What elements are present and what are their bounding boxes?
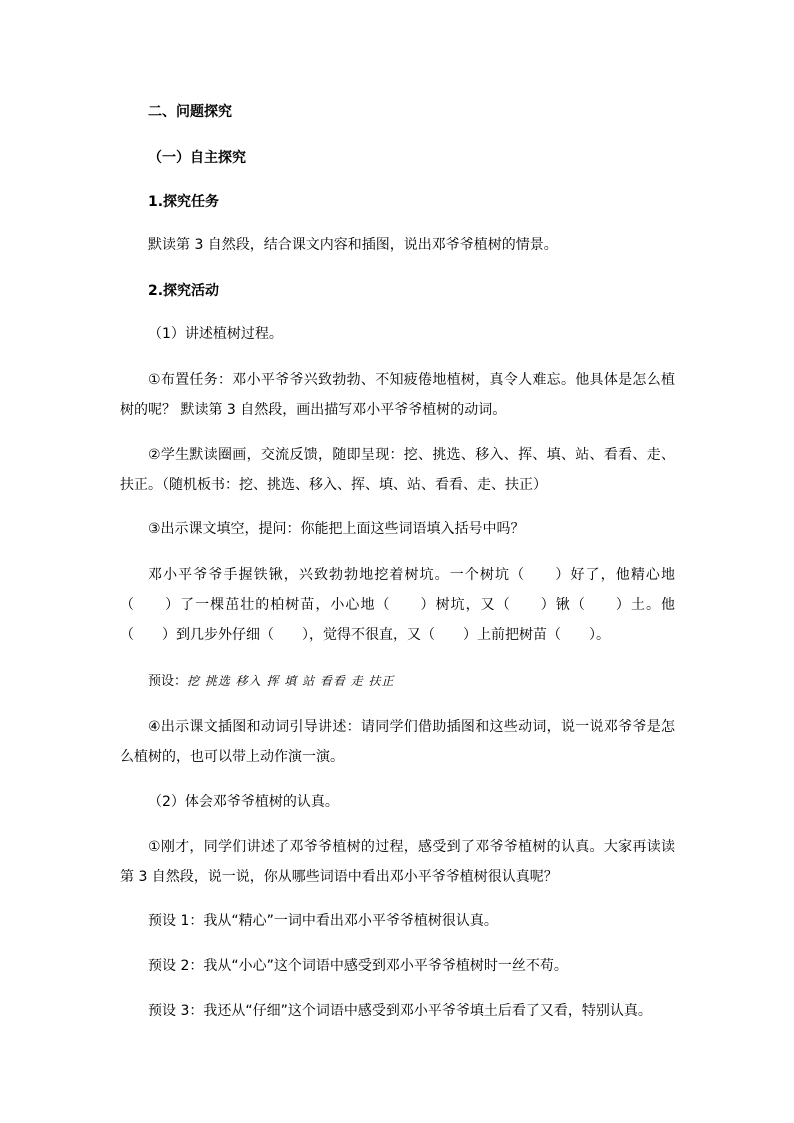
preset-2: 预设 2：我从“小心”这个词语中感受到邓小平爷爷植树时一丝不苟。 — [148, 958, 568, 974]
step2-paragraph: ②学生默读圈画，交流反馈，随即呈现：挖、挑选、移入、挥、填、站、看看、走、扶正。（随机板书：挖、挑选、移入、挥、填、站、看看、走、扶正） — [120, 447, 675, 493]
preset-label: 预设： — [148, 674, 188, 689]
fill-in-text: 邓小平爷爷手握铁锹，兴致勃勃地挖着树坑。一个树坑（ ）好了，他精心地（ ）了一棵茁壮的柏树苗，小心地（ ）树坑，又（ ）锹（ ）土。他（ ）到几步外仔细（ ），觉得不很直，又（ ）上前把树苗（ ）。 — [120, 567, 675, 643]
preset-answer-line — [120, 666, 675, 697]
step3-paragraph: ③出示课文填空，提问：你能把上面这些词语填入括号中吗？ — [148, 521, 525, 537]
preset-1: 预设 1：我从“精心”一词中看出邓小平爷爷植树很认真。 — [148, 913, 498, 929]
preset-words: 挖 挑选 移入 挥 填 站 看看 走 扶正 — [187, 674, 395, 688]
heading-task: 1.探究任务 — [148, 194, 220, 210]
step1-paragraph: ①布置任务：邓小平爷爷兴致勃勃、不知疲倦地植树，真令人难忘。他具体是怎么植树的呢？ 默读第 3 自然段，画出描写邓小平爷爷植树的动词。 — [120, 372, 675, 418]
heading-problem-inquiry: 二、问题探究 — [148, 104, 232, 120]
part2-heading: （2）体会邓爷爷植树的认真。 — [148, 794, 339, 810]
step5-paragraph: ①刚才，同学们讲述了邓爷爷植树的过程，感受到了邓爷爷植树的认真。大家再读读第 3 自然段，说一说，你从哪些词语中看出邓小平爷爷植树很认真呢？ — [120, 839, 675, 885]
heading-activity: 2.探究活动 — [148, 283, 220, 299]
preset-3: 预设 3：我还从“仔细”这个词语中感受到邓小平爷爷填土后看了又看，特别认真。 — [148, 1003, 652, 1019]
step4-paragraph: ④出示课文插图和动词引导讲述：请同学们借助插图和这些动词，说一说邓爷爷是怎么植树的，也可以带上动作演一演。 — [120, 719, 675, 765]
task-text: 默读第 3 自然段，结合课文内容和插图，说出邓爷爷植树的情景。 — [148, 237, 558, 253]
heading-self-inquiry: （一）自主探究 — [148, 150, 246, 166]
part1-heading: （1）讲述植树过程。 — [148, 326, 283, 342]
